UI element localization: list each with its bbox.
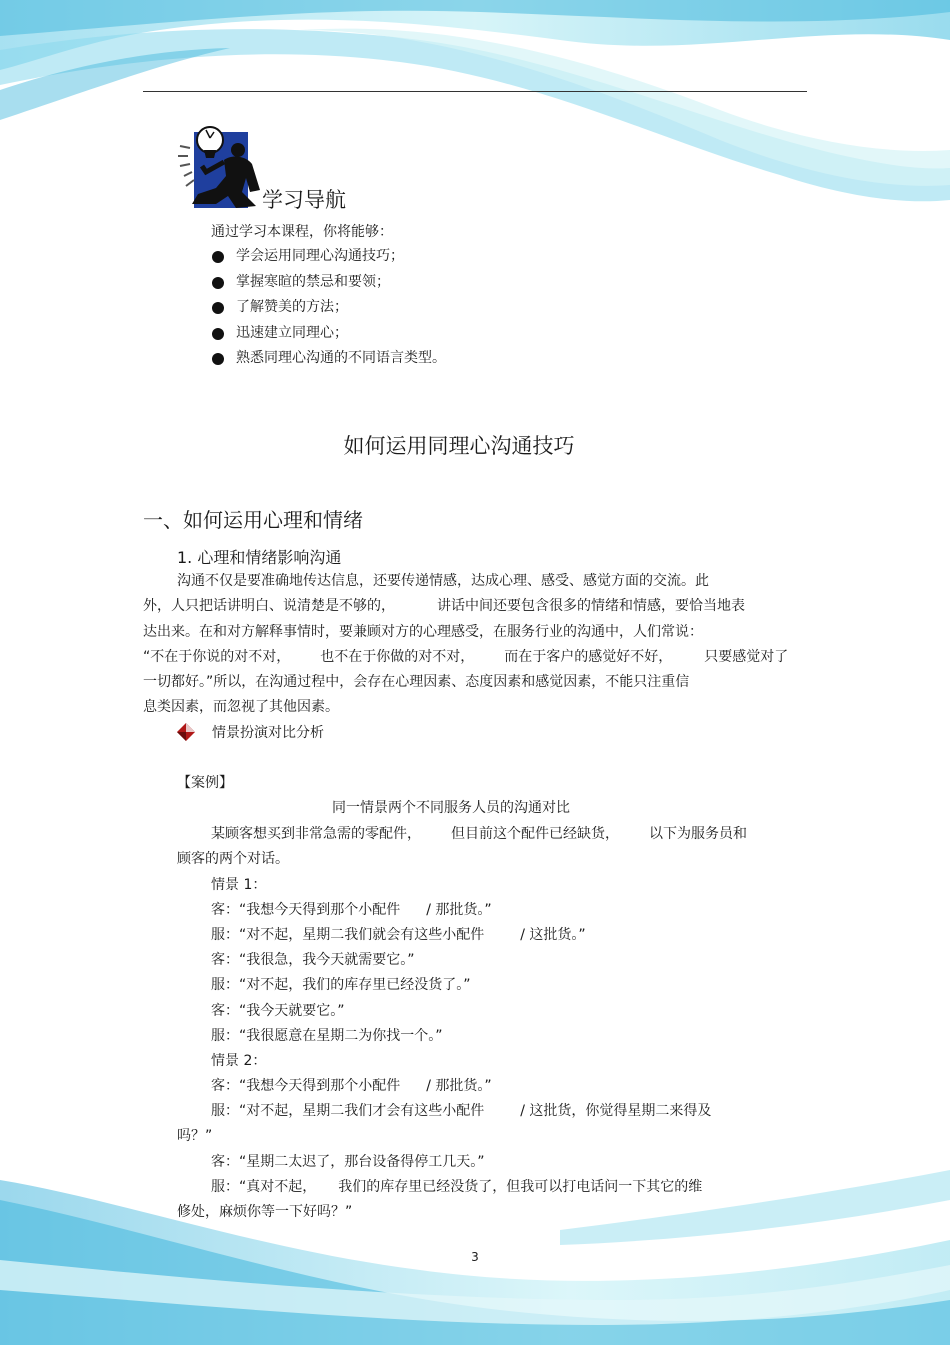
case-intro-line: 顾客的两个对话。 xyxy=(177,851,289,867)
text-segment: 客：“我想今天得到那个小配件 xyxy=(211,902,401,918)
text-segment: 某顾客想买到非常急需的零配件， xyxy=(211,826,421,842)
text-segment: 讲话中间还要包含很多的情绪和情感，要恰当地表 xyxy=(437,598,745,614)
text-segment: “不在于你说的对不对， xyxy=(143,649,291,665)
scene-label: 情景 1： xyxy=(211,877,267,893)
text-segment: 只要感觉对了 xyxy=(704,649,789,665)
diamond-bullet-icon xyxy=(176,722,196,742)
text-segment: 服：“真对不起， xyxy=(211,1179,317,1195)
subsection-heading: 1. 心理和情绪影响沟通 xyxy=(177,548,342,567)
paragraph-line: 达出来。在和对方解释事情时，要兼顾对方的心理感受，在服务行业的沟通中，人们常说： xyxy=(143,624,703,640)
dialogue-line: 服：“对不起，我们的库存里已经没货了。” xyxy=(211,977,471,993)
dialogue-line: 服：“我很愿意在星期二为你找一个。” xyxy=(211,1028,443,1044)
bullet-label: 情景扮演对比分析 xyxy=(212,725,324,741)
text-segment: 服：“对不起，星期二我们就会有这些小配件 xyxy=(211,927,485,943)
text-segment: / 这批货，你觉得星期二来得及 xyxy=(520,1103,712,1119)
text-segment: 外，人只把话讲明白、说清楚是不够的， xyxy=(143,598,395,614)
objective-list xyxy=(211,244,446,372)
text-segment: 但目前这个配件已经缺货， xyxy=(451,826,619,842)
dialogue-line xyxy=(211,900,492,920)
header-rule xyxy=(143,91,807,92)
dialogue-line: 客：“我很急，我今天就需要它。” xyxy=(211,952,415,968)
dialogue-line xyxy=(211,1177,702,1197)
text-segment: 也不在于你做的对不对， xyxy=(320,649,475,665)
idea-person-icon xyxy=(176,118,262,210)
dialogue-line: 吗？” xyxy=(177,1128,213,1144)
paragraph-line xyxy=(143,596,745,616)
paragraph-line: 息类因素，而忽视了其他因素。 xyxy=(143,699,339,715)
list-item: 熟悉同理心沟通的不同语言类型。 xyxy=(211,346,446,372)
list-item: 迅速建立同理心； xyxy=(211,321,446,347)
dialogue-line: 客：“我今天就要它。” xyxy=(211,1003,345,1019)
page-number: 3 xyxy=(471,1250,479,1264)
case-intro-line xyxy=(211,824,747,844)
text-segment: / 这批货。” xyxy=(520,927,586,943)
case-label: 【案例】 xyxy=(177,775,233,791)
study-nav-title: 学习导航 xyxy=(262,188,346,212)
scene-label: 情景 2： xyxy=(211,1053,267,1069)
text-segment: 我们的库存里已经没货了，但我可以打电话问一下其它的维 xyxy=(338,1179,703,1195)
dialogue-line: 修处，麻烦你等一下好吗？” xyxy=(177,1204,353,1220)
dialogue-line xyxy=(211,1101,711,1121)
text-segment: 而在于客户的感觉好不好， xyxy=(504,649,673,665)
case-title: 同一情景两个不同服务人员的沟通对比 xyxy=(332,800,570,816)
text-segment: 客：“我想今天得到那个小配件 xyxy=(211,1078,401,1094)
paragraph-line xyxy=(143,647,788,667)
text-segment: / 那批货。” xyxy=(426,1078,492,1094)
page-title: 如何运用同理心沟通技巧 xyxy=(343,434,575,458)
nav-intro: 通过学习本课程，你将能够： xyxy=(211,224,393,240)
text-segment: 服：“对不起，星期二我们才会有这些小配件 xyxy=(211,1103,485,1119)
paragraph-line: 沟通不仅是要准确地传达信息，还要传递情感，达成心理、感受、感觉方面的交流。此 xyxy=(177,573,709,589)
list-item: 掌握寒暄的禁忌和要领； xyxy=(211,270,446,296)
dialogue-line xyxy=(211,1076,492,1096)
list-item: 了解赞美的方法； xyxy=(211,295,446,321)
dialogue-line xyxy=(211,925,586,945)
list-item: 学会运用同理心沟通技巧； xyxy=(211,244,446,270)
section-heading: 一、如何运用心理和情绪 xyxy=(143,508,363,532)
text-segment: / 那批货。” xyxy=(426,902,492,918)
paragraph-line: 一切都好。”所以，在沟通过程中，会存在心理因素、态度因素和感觉因素，不能只注重信 xyxy=(143,674,690,690)
text-segment: 以下为服务员和 xyxy=(649,826,747,842)
dialogue-line: 客：“星期二太迟了，那台设备得停工几天。” xyxy=(211,1154,485,1170)
